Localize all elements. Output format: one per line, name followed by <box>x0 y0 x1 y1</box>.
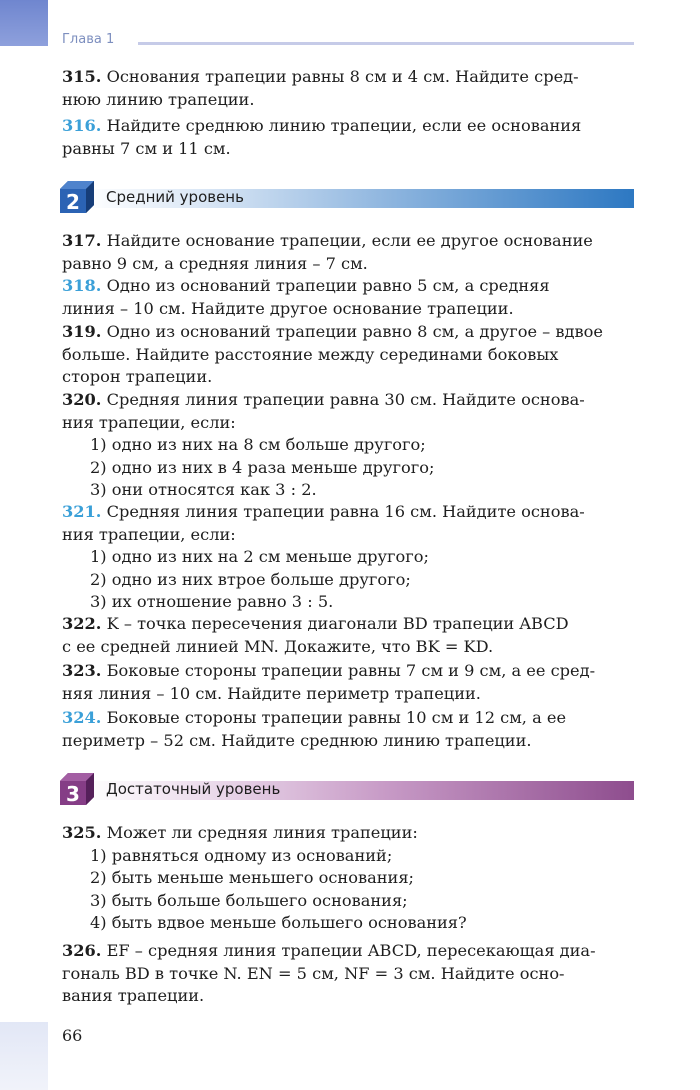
problem-number: 320. <box>62 390 102 409</box>
problem-317 <box>62 230 634 275</box>
problem-text-line <box>62 940 634 963</box>
level-2-badge-icon <box>60 181 94 213</box>
problem-sub-item: 2) быть меньше меньшего основания; <box>90 868 414 887</box>
problem-text: равны 7 см и 11 см. <box>62 138 231 158</box>
problem-319 <box>62 321 634 389</box>
problem-text-line <box>62 138 634 161</box>
problem-text: Найдите среднюю линию трапеции, если ее основания <box>106 116 582 135</box>
problem-text-line <box>62 230 634 253</box>
problem-text: Одно из оснований трапеции равно 5 см, а средняя <box>106 276 550 295</box>
level-3-badge-icon <box>60 773 94 805</box>
level-title: Средний уровень <box>106 188 244 206</box>
problem-text-line <box>62 253 634 276</box>
problem-number: 324. <box>62 708 102 727</box>
problem-323 <box>62 660 634 705</box>
problem-text-line <box>62 412 634 435</box>
problem-text-line <box>62 963 634 986</box>
page-number: 66 <box>62 1026 83 1045</box>
problem-text-line <box>62 636 634 659</box>
problem-text: Одно из оснований трапеции равно 8 см, а другое – вдвое <box>106 322 603 341</box>
corner-decoration-top <box>0 0 48 46</box>
problem-text: Боковые стороны трапеции равны 10 см и 12 см, а ее <box>106 708 567 727</box>
problem-text: нюю линию трапеции. <box>62 89 255 109</box>
problem-text-line <box>62 613 634 636</box>
problem-326 <box>62 940 634 1008</box>
problem-text: ния трапеции, если: <box>62 524 236 544</box>
problem-321 <box>62 501 634 614</box>
problem-text: больше. Найдите расстояние между серединами боковых <box>62 344 559 364</box>
problem-text-line <box>62 389 634 412</box>
problem-text-line <box>62 822 634 845</box>
level-title: Достаточный уровень <box>106 780 281 798</box>
problem-sub-item: 3) они относятся как 3 : 2. <box>90 480 317 499</box>
problem-text-line <box>62 298 634 321</box>
problem-text-line <box>62 730 634 753</box>
problem-text: ния трапеции, если: <box>62 412 236 432</box>
problem-text-line <box>62 89 634 112</box>
problem-text-line <box>62 66 634 89</box>
level-badge-number: 3 <box>66 782 80 805</box>
level-badge-number: 2 <box>66 190 80 213</box>
problem-text: Найдите основание трапеции, если ее другое основание <box>106 231 593 250</box>
problem-text: Может ли средняя линия трапеции: <box>106 823 418 842</box>
problem-text-line <box>62 275 634 298</box>
problem-number: 322. <box>62 614 102 633</box>
problem-sub-item: 1) одно из них на 8 см больше другого; <box>90 435 426 454</box>
level-header-sufficient <box>60 773 634 805</box>
problem-text: вания трапеции. <box>62 986 205 1005</box>
problem-text-line <box>62 115 634 138</box>
level-header-medium <box>60 181 634 213</box>
problem-number: 325. <box>62 823 102 842</box>
problem-text: Боковые стороны трапеции равны 7 см и 9 см, а ее сред- <box>106 661 596 680</box>
problem-325 <box>62 822 634 935</box>
problem-text: с ее средней линией MN. Докажите, что BK = KD. <box>62 636 494 656</box>
header-rule <box>138 42 634 45</box>
problem-number: 316. <box>62 116 102 135</box>
problem-text-line <box>62 683 634 706</box>
chapter-title: Глава 1 <box>62 32 115 47</box>
problem-number: 319. <box>62 322 102 341</box>
problem-sub-item: 1) одно из них на 2 см меньше другого; <box>90 547 429 566</box>
problem-number: 315. <box>62 67 102 86</box>
problem-318 <box>62 275 634 320</box>
problem-text: сторон трапеции. <box>62 367 213 386</box>
problem-text: Средняя линия трапеции равна 16 см. Найдите основа- <box>106 502 585 521</box>
problem-number: 318. <box>62 276 102 295</box>
problem-sub-item: 3) их отношение равно 3 : 5. <box>90 592 334 611</box>
problem-322 <box>62 613 634 658</box>
problem-text-line <box>62 707 634 730</box>
problem-text: Средняя линия трапеции равна 30 см. Найдите основа- <box>106 390 585 409</box>
problem-text: равно 9 см, а средняя линия – 7 см. <box>62 253 368 273</box>
problem-number: 321. <box>62 502 102 521</box>
problem-316 <box>62 115 634 160</box>
problem-text-line <box>62 660 634 683</box>
problem-text: линия – 10 см. Найдите другое основание трапеции. <box>62 298 514 318</box>
problem-number: 323. <box>62 661 102 680</box>
problem-sub-item: 3) быть больше большего основания; <box>90 890 408 910</box>
problem-text: EF – средняя линия трапеции ABCD, пересекающая диа- <box>106 941 596 960</box>
problem-text-line <box>62 366 634 389</box>
problem-text-line <box>62 344 634 367</box>
corner-decoration-bottom <box>0 1022 48 1090</box>
problem-320 <box>62 389 634 502</box>
problem-324 <box>62 707 634 752</box>
problem-text: периметр – 52 см. Найдите среднюю линию трапеции. <box>62 730 532 750</box>
problem-text: Основания трапеции равны 8 см и 4 см. Найдите сред- <box>106 67 579 86</box>
problem-text: гональ BD в точке N. EN = 5 см, NF = 3 см. Найдите осно- <box>62 963 565 983</box>
problem-number: 317. <box>62 231 102 250</box>
problem-315 <box>62 66 634 111</box>
problem-text-line <box>62 321 634 344</box>
problem-text-line <box>62 985 634 1008</box>
problem-text: няя линия – 10 см. Найдите периметр трапеции. <box>62 683 481 703</box>
problem-sub-item: 4) быть вдвое меньше большего основания? <box>90 913 467 932</box>
problem-text-line <box>62 501 634 524</box>
problem-text-line <box>62 524 634 547</box>
problem-sub-item: 2) одно из них в 4 раза меньше другого; <box>90 457 435 477</box>
problem-text: K – точка пересечения диагонали BD трапеции ABCD <box>106 614 569 633</box>
problem-sub-item: 1) равняться одному из оснований; <box>90 845 393 865</box>
problem-sub-item: 2) одно из них втрое больше другого; <box>90 569 411 589</box>
problem-number: 326. <box>62 941 102 960</box>
